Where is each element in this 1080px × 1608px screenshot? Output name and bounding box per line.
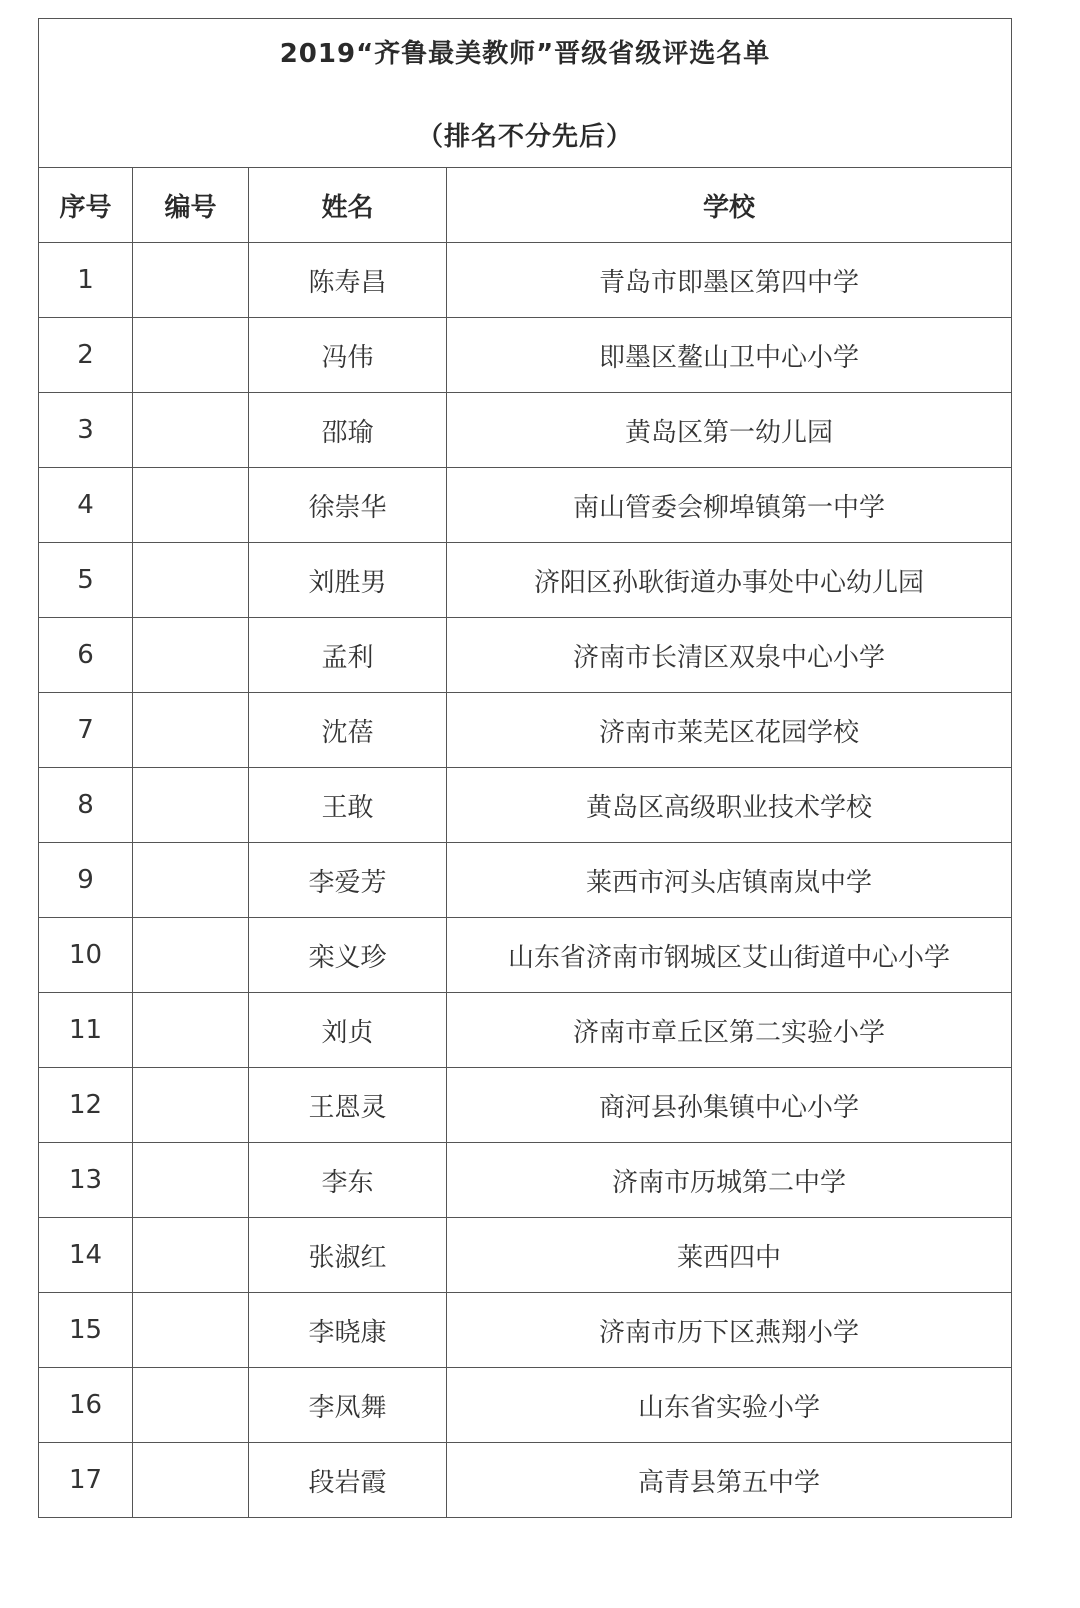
cell-no: 14 xyxy=(39,1218,133,1293)
cell-no: 11 xyxy=(39,993,133,1068)
cell-school: 青岛市即墨区第四中学 xyxy=(447,243,1012,318)
cell-name: 徐崇华 xyxy=(249,468,447,543)
cell-name: 冯伟 xyxy=(249,318,447,393)
cell-school: 济阳区孙耿街道办事处中心幼儿园 xyxy=(447,543,1012,618)
cell-name: 王恩灵 xyxy=(249,1068,447,1143)
table-row xyxy=(39,468,1012,543)
cell-code xyxy=(133,543,249,618)
cell-code xyxy=(133,843,249,918)
table-row xyxy=(39,1218,1012,1293)
table-row xyxy=(39,1443,1012,1518)
cell-code xyxy=(133,1443,249,1518)
cell-school: 济南市历城第二中学 xyxy=(447,1143,1012,1218)
cell-name: 孟利 xyxy=(249,618,447,693)
table-row xyxy=(39,243,1012,318)
table-row xyxy=(39,543,1012,618)
cell-code xyxy=(133,1293,249,1368)
cell-code xyxy=(133,1143,249,1218)
cell-name: 段岩霞 xyxy=(249,1443,447,1518)
table-row xyxy=(39,768,1012,843)
cell-name: 李东 xyxy=(249,1143,447,1218)
cell-name: 王敢 xyxy=(249,768,447,843)
cell-no: 7 xyxy=(39,693,133,768)
cell-code xyxy=(133,243,249,318)
table-row xyxy=(39,618,1012,693)
cell-name: 张淑红 xyxy=(249,1218,447,1293)
cell-school: 济南市章丘区第二实验小学 xyxy=(447,993,1012,1068)
cell-no: 15 xyxy=(39,1293,133,1368)
cell-school: 济南市莱芜区花园学校 xyxy=(447,693,1012,768)
cell-school: 黄岛区第一幼儿园 xyxy=(447,393,1012,468)
table-row xyxy=(39,843,1012,918)
cell-no: 17 xyxy=(39,1443,133,1518)
cell-name: 沈蓓 xyxy=(249,693,447,768)
cell-school: 南山管委会柳埠镇第一中学 xyxy=(447,468,1012,543)
header-school: 学校 xyxy=(447,168,1012,243)
cell-code xyxy=(133,768,249,843)
cell-code xyxy=(133,318,249,393)
table-row xyxy=(39,1143,1012,1218)
cell-no: 4 xyxy=(39,468,133,543)
cell-name: 栾义珍 xyxy=(249,918,447,993)
cell-no: 5 xyxy=(39,543,133,618)
cell-school: 商河县孙集镇中心小学 xyxy=(447,1068,1012,1143)
cell-school: 济南市长清区双泉中心小学 xyxy=(447,618,1012,693)
header-code: 编号 xyxy=(133,168,249,243)
cell-no: 9 xyxy=(39,843,133,918)
cell-code xyxy=(133,918,249,993)
table-title: 2019“齐鲁最美教师”晋级省级评选名单 xyxy=(279,39,771,69)
cell-code xyxy=(133,1068,249,1143)
header-name: 姓名 xyxy=(249,168,447,243)
cell-school: 即墨区鳌山卫中心小学 xyxy=(447,318,1012,393)
cell-name: 邵瑜 xyxy=(249,393,447,468)
cell-no: 2 xyxy=(39,318,133,393)
table-row xyxy=(39,1293,1012,1368)
title-row xyxy=(39,19,1012,168)
document-sheet xyxy=(38,18,1012,1533)
cell-no: 12 xyxy=(39,1068,133,1143)
cell-name: 陈寿昌 xyxy=(249,243,447,318)
cell-no: 1 xyxy=(39,243,133,318)
cell-name: 李爱芳 xyxy=(249,843,447,918)
table-row xyxy=(39,693,1012,768)
cell-name: 李晓康 xyxy=(249,1293,447,1368)
table-subtitle: （排名不分先后） xyxy=(416,122,633,152)
cell-no: 3 xyxy=(39,393,133,468)
cell-code xyxy=(133,393,249,468)
table-row xyxy=(39,1368,1012,1443)
cell-school: 济南市历下区燕翔小学 xyxy=(447,1293,1012,1368)
cell-school: 黄岛区高级职业技术学校 xyxy=(447,768,1012,843)
title-cell xyxy=(39,19,1012,168)
teacher-list-table xyxy=(38,18,1012,1518)
header-no: 序号 xyxy=(39,168,133,243)
cell-school: 莱西市河头店镇南岚中学 xyxy=(447,843,1012,918)
table-row xyxy=(39,993,1012,1068)
cell-no: 10 xyxy=(39,918,133,993)
cell-name: 李凤舞 xyxy=(249,1368,447,1443)
cell-code xyxy=(133,1368,249,1443)
cell-code xyxy=(133,693,249,768)
cell-no: 13 xyxy=(39,1143,133,1218)
cell-no: 16 xyxy=(39,1368,133,1443)
header-row xyxy=(39,168,1012,243)
cell-code xyxy=(133,618,249,693)
cell-code xyxy=(133,468,249,543)
table-row xyxy=(39,393,1012,468)
table-row xyxy=(39,318,1012,393)
cell-school: 高青县第五中学 xyxy=(447,1443,1012,1518)
cell-school: 莱西四中 xyxy=(447,1218,1012,1293)
cell-code xyxy=(133,1218,249,1293)
cell-school: 山东省实验小学 xyxy=(447,1368,1012,1443)
cell-name: 刘贞 xyxy=(249,993,447,1068)
cell-no: 6 xyxy=(39,618,133,693)
table-row xyxy=(39,918,1012,993)
cell-no: 8 xyxy=(39,768,133,843)
cell-name: 刘胜男 xyxy=(249,543,447,618)
cell-code xyxy=(133,993,249,1068)
cell-school: 山东省济南市钢城区艾山街道中心小学 xyxy=(447,918,1012,993)
table-row xyxy=(39,1068,1012,1143)
